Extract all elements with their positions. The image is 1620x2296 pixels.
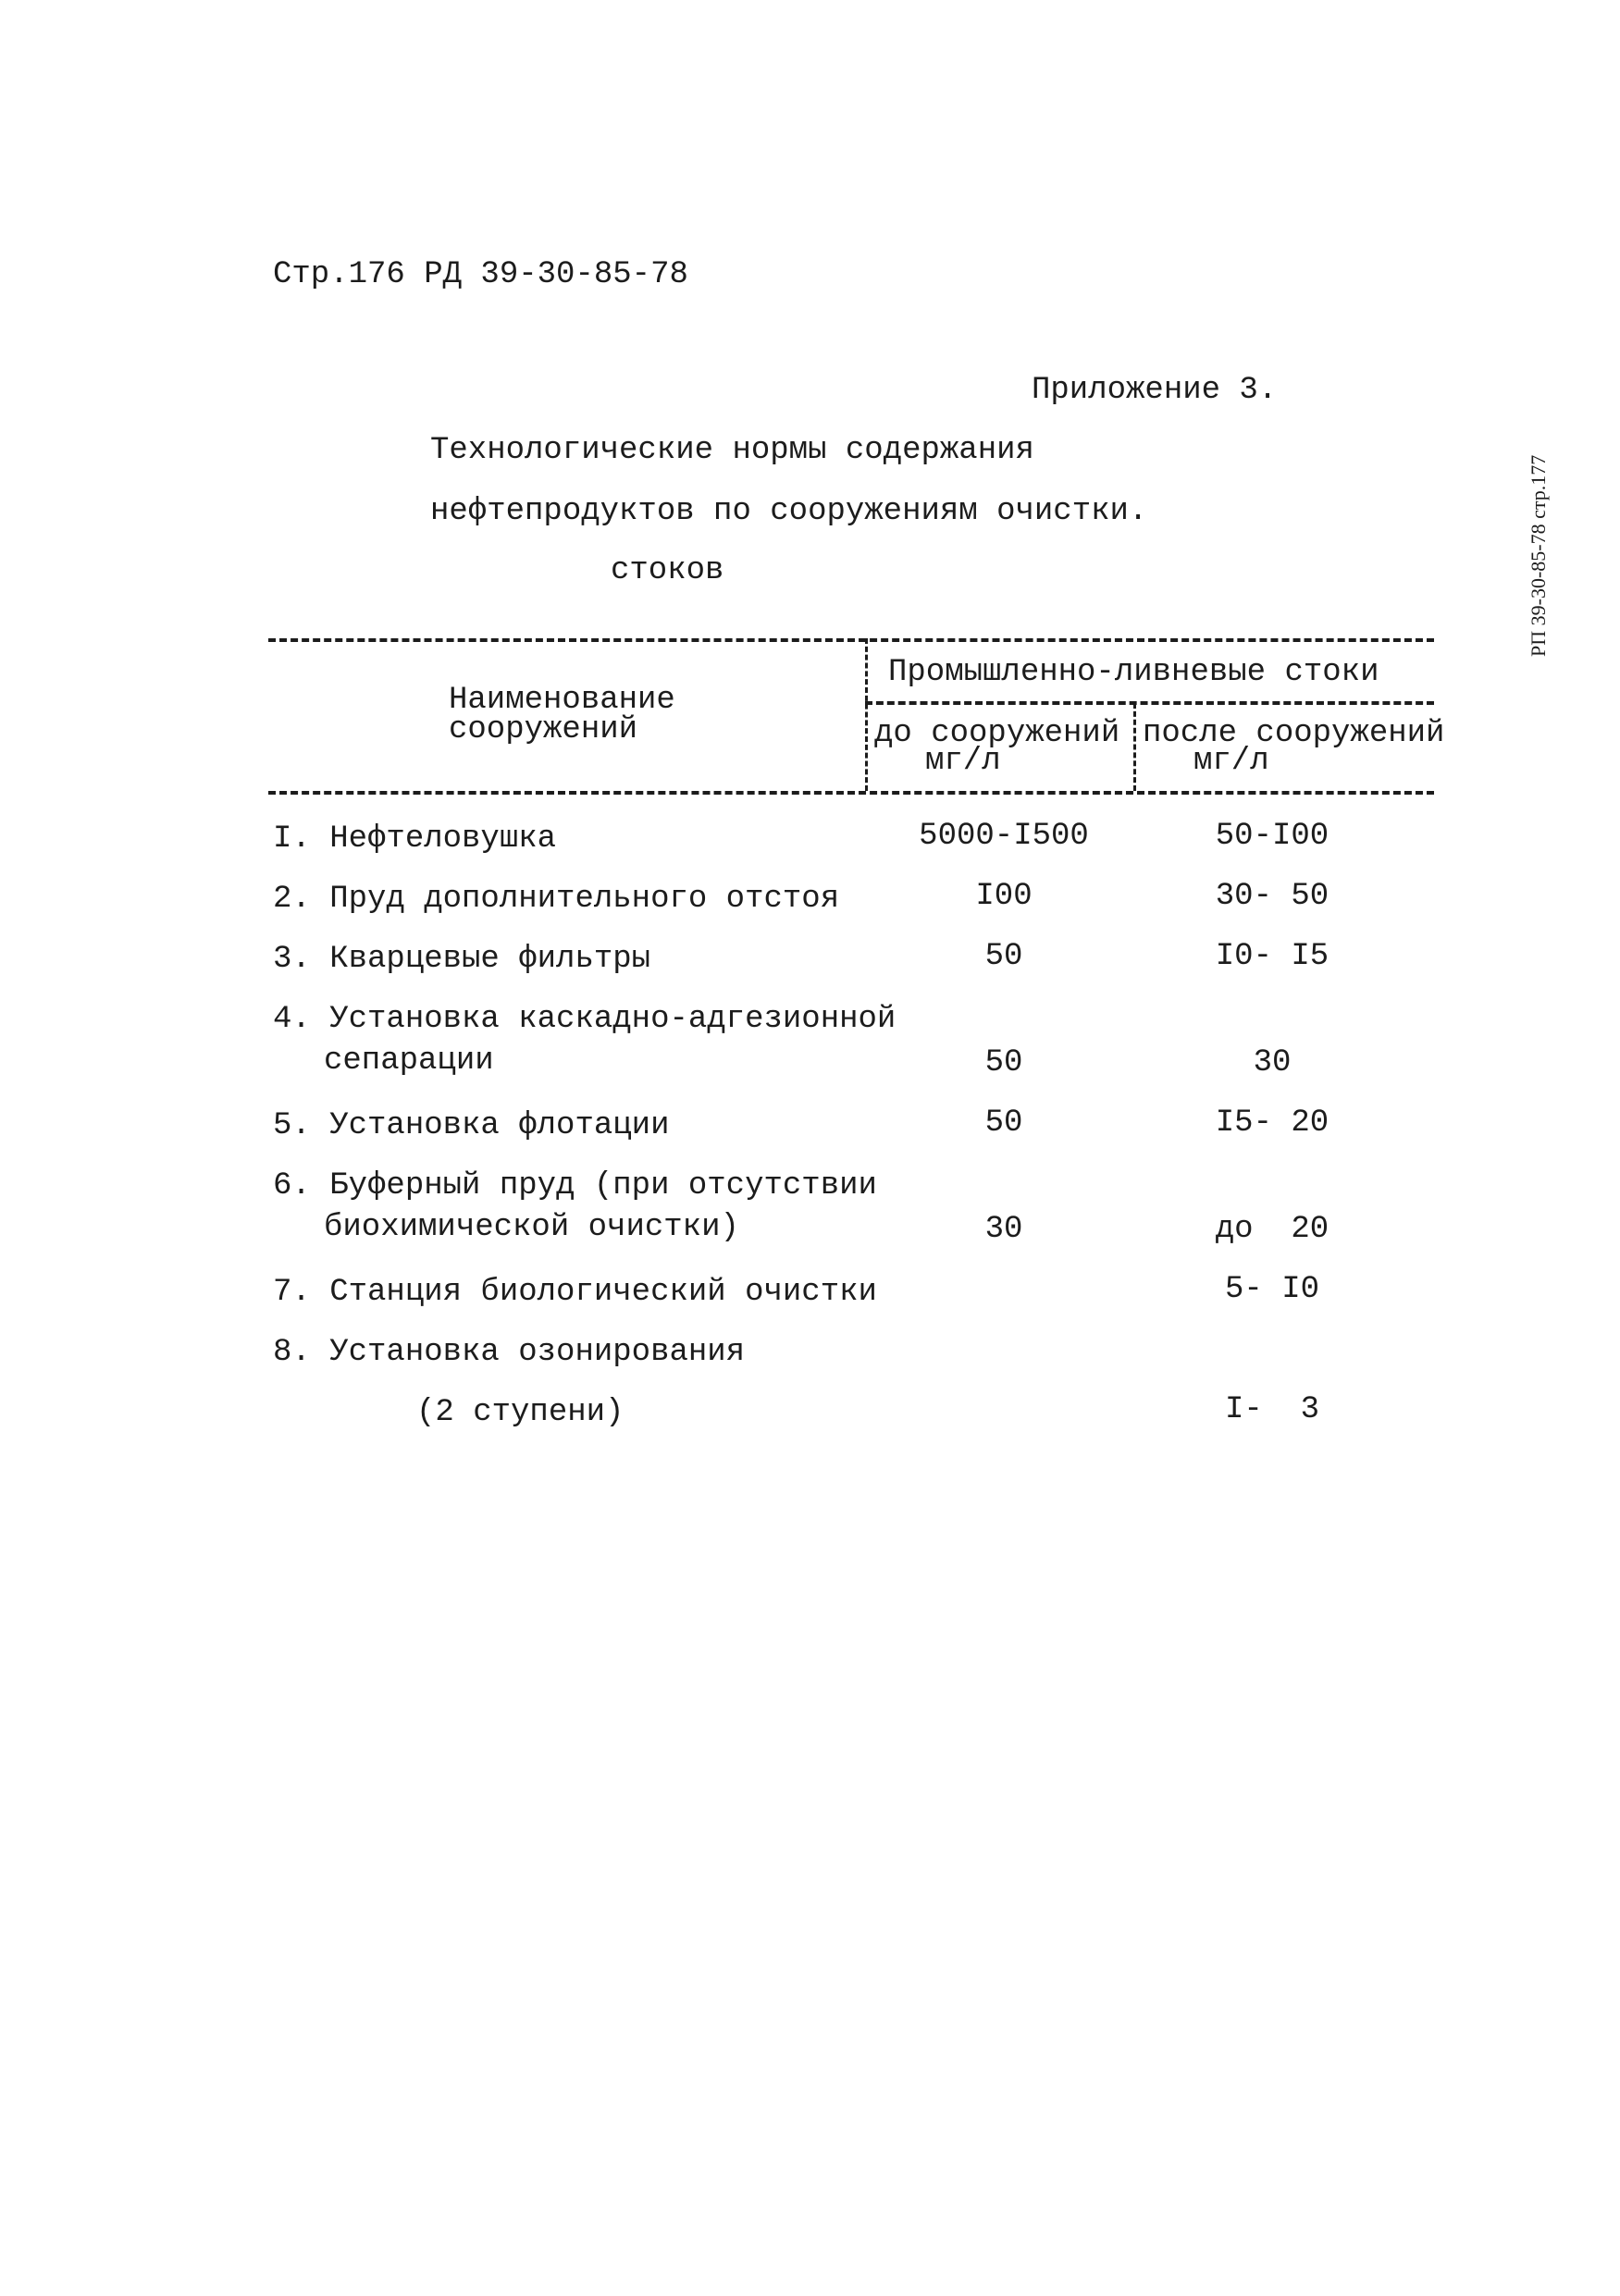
table-row-after: 5- I0 bbox=[1224, 1272, 1320, 1307]
table-row-name-continued: сепарации bbox=[324, 1043, 494, 1079]
table-row-after: 30 bbox=[1253, 1045, 1292, 1080]
table-top-rule bbox=[268, 638, 1434, 642]
col-name-header-2: сооружений bbox=[449, 712, 638, 747]
col-after-header-1: после сооружений bbox=[1143, 716, 1445, 751]
table-row-name: 6. Буферный пруд (при отсутствии bbox=[273, 1168, 877, 1204]
table-row-before: 5000-I500 bbox=[919, 819, 1089, 854]
table-row-name: I. Нефтеловушка bbox=[273, 821, 557, 857]
table-row-after: I5- 20 bbox=[1215, 1105, 1329, 1141]
table-row-after: 50-I00 bbox=[1215, 819, 1329, 854]
column-divider-1 bbox=[865, 638, 868, 791]
table-row-after: I- 3 bbox=[1224, 1392, 1320, 1427]
table-row-after: до 20 bbox=[1215, 1212, 1329, 1247]
table-row-name-continued: биохимической очистки) bbox=[324, 1210, 739, 1245]
table-row-before: 30 bbox=[984, 1212, 1023, 1247]
table-row-name: 7. Станция биологический очистки bbox=[273, 1275, 877, 1310]
title-line-2: нефтепродуктов по сооружениям очистки. bbox=[430, 494, 1148, 529]
page-reference: Стр.176 РД 39-30-85-78 bbox=[273, 257, 688, 292]
table-row-name: 2. Пруд дополнительного отстоя bbox=[273, 882, 840, 917]
table-row-before: 50 bbox=[984, 1045, 1023, 1080]
col-after-header-2: мг/л bbox=[1193, 744, 1269, 779]
col-before-header-2: мг/л bbox=[925, 744, 1001, 779]
table-row-name-continued: (2 ступени) bbox=[416, 1395, 625, 1430]
table-row-name: 3. Кварцевые фильтры bbox=[273, 942, 651, 977]
table-row-name: 5. Установка флотации bbox=[273, 1108, 670, 1143]
table-row-after: 30- 50 bbox=[1215, 879, 1329, 914]
group-header: Промышленно-ливневые стоки bbox=[888, 655, 1379, 690]
title-line-1: Технологические нормы содержания bbox=[430, 433, 1034, 468]
col-before-header-1: до сооружений bbox=[874, 716, 1120, 751]
table-row-after: I0- I5 bbox=[1215, 939, 1329, 974]
table-row-name: 4. Установка каскадно-адгезионной bbox=[273, 1002, 897, 1037]
group-header-rule bbox=[865, 701, 1434, 705]
table-row-before: 50 bbox=[984, 939, 1023, 974]
title-line-3: стоков bbox=[611, 553, 724, 588]
appendix-label: Приложение 3. bbox=[1032, 373, 1278, 408]
side-page-note: РП 39-30-85-78 стр.177 bbox=[1527, 454, 1550, 657]
table-row-name: 8. Установка озонирования bbox=[273, 1335, 746, 1370]
table-header-bottom-rule bbox=[268, 791, 1434, 795]
table-row-before: I00 bbox=[975, 879, 1033, 914]
column-divider-2 bbox=[1133, 703, 1136, 791]
table-row-before: 50 bbox=[984, 1105, 1023, 1141]
col-name-header-1: Наименование bbox=[449, 683, 675, 718]
